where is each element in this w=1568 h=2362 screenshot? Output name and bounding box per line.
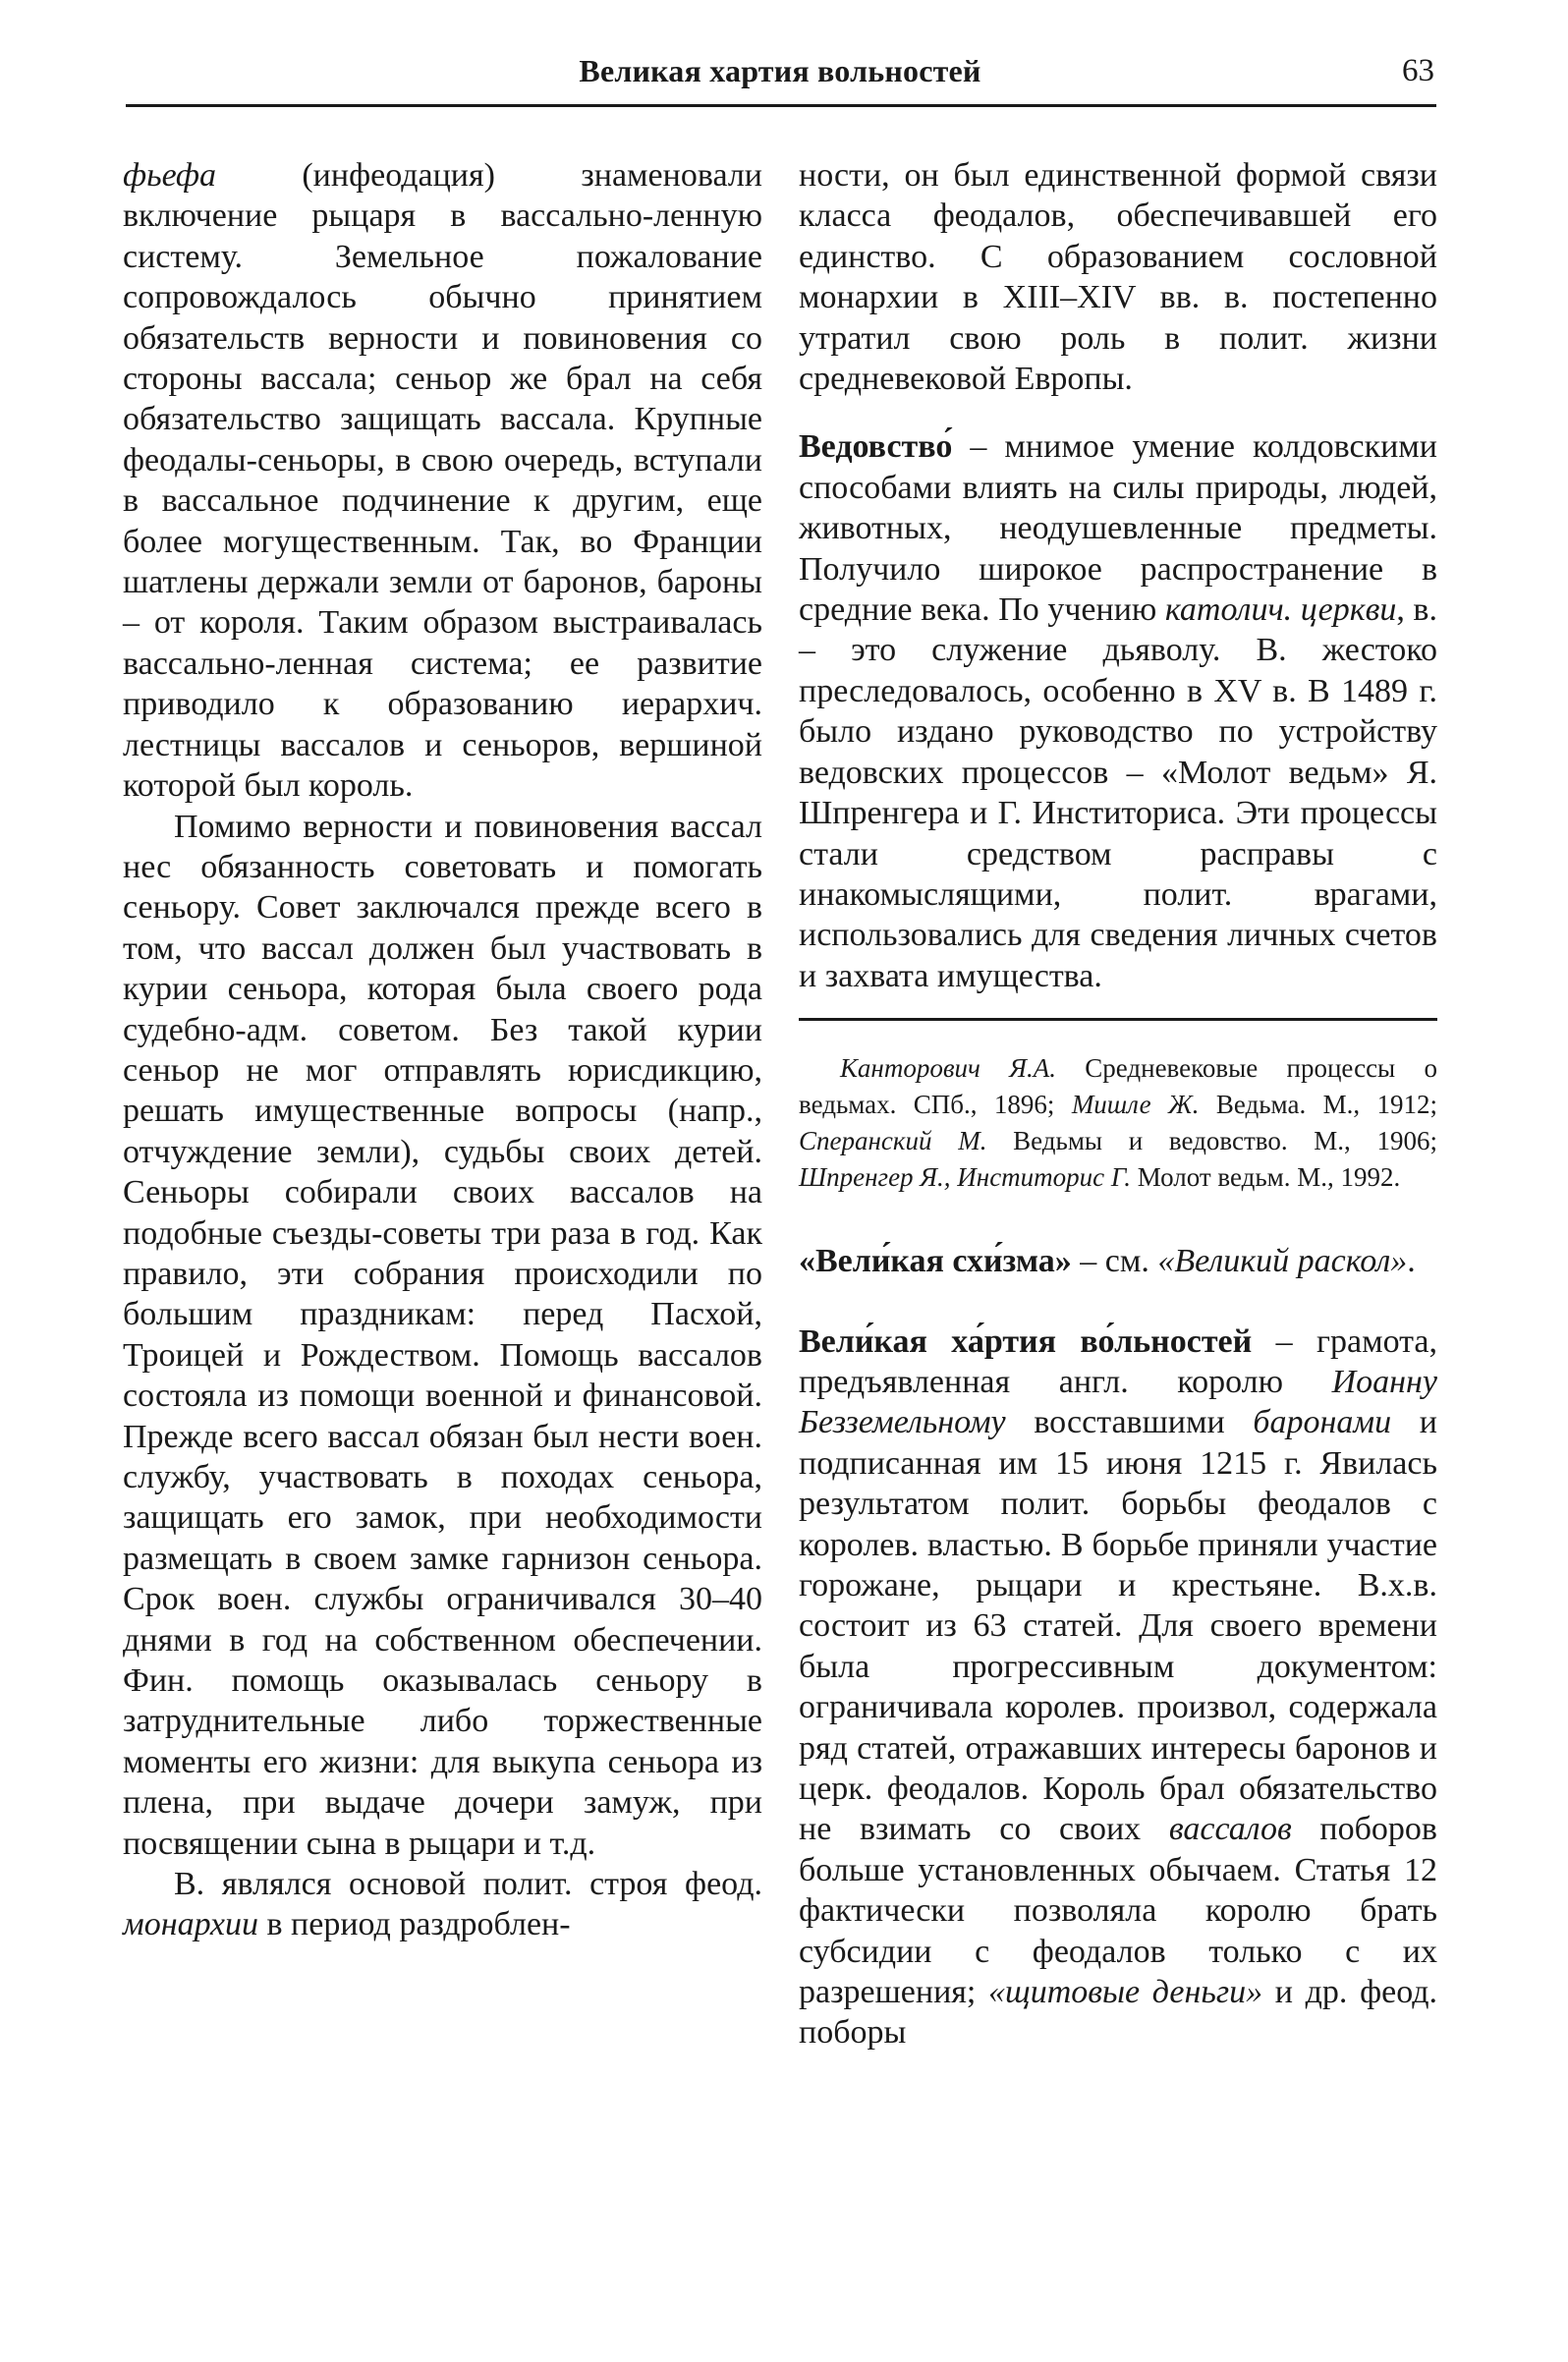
paragraph bbox=[123, 1864, 762, 1945]
author: Канторович Я.А. bbox=[840, 1053, 1056, 1084]
literature-rule bbox=[799, 1018, 1437, 1021]
italic-term: «щитовые деньги» bbox=[988, 1974, 1263, 2011]
spacer bbox=[799, 399, 1437, 426]
entry-text: и подписанная им 15 июня 1215 г. Явилась результатом полит. борьбы феодалов с королев. властью. В борьбе приняли участие горожане, рыцари и крестьяне. В.х.в. состоит из 63 статей. Для своего времени была прогрессивным документом: ограничивала королев. произвол, содержала ряд статей, отражавших интересы баронов и церк. феодалов. Король брал обязательство не взимать со своих bbox=[799, 1404, 1438, 1848]
citation: Средневековые процессы о ведьмах. СПб., 1896; bbox=[799, 1053, 1437, 1120]
left-column bbox=[123, 155, 762, 1945]
headword: «Вели́кая схи́зма» bbox=[799, 1243, 1072, 1280]
citation: Ведьма. М., 1912; bbox=[1199, 1090, 1437, 1120]
citation: Ведьмы и ведовство. М., 1906; bbox=[986, 1126, 1437, 1156]
italic-term: баронами bbox=[1253, 1404, 1392, 1441]
entry-text: – см. bbox=[1071, 1243, 1158, 1280]
paragraph-text: в период раздроблен- bbox=[257, 1906, 571, 1943]
paragraph-text: (инфеодация) знаменовали включение рыцаря в вассально-ленную систему. Земельное пожалование сопровождалось обычно принятием обязательств верности и повиновения со стороны вассала; сеньор же брал на себя обязательство защищать вассала. Крупные феодалы-сеньоры, в свою очередь, вступали в вассальное подчинение к другим, еще более могущественным. Так, во Франции шатлены держали земли от баронов, бароны – от короля. Таким образом выстраивалась вассально-ленная система; ее развитие приводило к образованию иерархич. лестницы вассалов и сеньоров, вершиной которой был король. bbox=[123, 157, 762, 805]
entry-text: восставшими bbox=[1005, 1404, 1254, 1441]
italic-term: вассалов bbox=[1168, 1811, 1292, 1848]
entry-text: – грамота, предъявленная англ. королю bbox=[799, 1322, 1437, 1400]
paragraph bbox=[123, 155, 762, 807]
spacer bbox=[799, 1196, 1437, 1241]
entry-charter bbox=[799, 1322, 1437, 2053]
right-column bbox=[799, 155, 1437, 2053]
entry-vedovstvo bbox=[799, 426, 1437, 996]
entry-schism bbox=[799, 1241, 1437, 1281]
running-header bbox=[126, 49, 1434, 100]
italic-term: монархии bbox=[123, 1906, 258, 1943]
italic-term: Иоанну Безземельному bbox=[799, 1363, 1437, 1441]
entry-text: и др. феод. поборы bbox=[799, 1974, 1438, 2052]
cross-reference: «Великий раскол» bbox=[1157, 1243, 1408, 1280]
entry-text: , в. – это служение дьяволу. В. жестоко преследовалось, особенно в XV в. В 1489 г. было издано руководство по устройству ведовских процессов – «Молот ведьм» Я. Шпренгера и Г. Инститориса. Эти процессы стали средством расправы с инакомыслящими, полит. врагами, использовались для сведения личных счетов и захвата имущества. bbox=[799, 591, 1437, 994]
author: Шпренгер Я., Инститорис Г. bbox=[799, 1162, 1131, 1193]
citation: Молот ведьм. М., 1992. bbox=[1131, 1162, 1401, 1193]
entry-text: – мнимое умение колдовскими способами влиять на силы природы, людей, животных, неодушевленные предметы. Получило широкое распространение в средние века. По учению bbox=[799, 428, 1437, 629]
paragraph: ности, он был единственной формой связи класса феодалов, обеспечивавшей его единство. С образованием сословной монархии в XIII–XIV вв. в. постепенно утратил свою роль в полит. жизни средневековой Европы. bbox=[799, 157, 1437, 398]
page-number: 63 bbox=[1402, 53, 1434, 88]
entry-text: поборов больше установленных обычаем. Статья 12 фактически позволяла королю брать субсидии с феодалов только с их разрешения; bbox=[799, 1811, 1437, 2011]
spacer bbox=[799, 1282, 1437, 1322]
author: Сперанский М. bbox=[799, 1126, 987, 1156]
headword: Вели́кая ха́ртия во́льностей bbox=[799, 1322, 1253, 1360]
entry-text: . bbox=[1407, 1243, 1416, 1280]
header-rule bbox=[126, 104, 1436, 107]
running-title: Великая хартия вольностей bbox=[579, 53, 981, 88]
paragraph: Помимо верности и повиновения вассал нес обязанность советовать и помогать сеньору. Совет заключался прежде всего в том, что вассал должен был участвовать в курии сеньора, которая была своего рода судебно-адм. советом. Без такой курии сеньор не мог отправлять юрисдикцию, решать имущественные вопросы (напр., отчуждение земли), судьбы своих детей. Сеньоры собирали своих вассалов на подобные съезды-советы три раза в год. Как правило, эти собрания происходили по большим праздникам: перед Пасхой, Троицей и Рождеством. Помощь вассалов состояла из помощи военной и финансовой. Прежде всего вассал обязан был нести воен. службу, участвовать в походах сеньора, защищать его замок, при необходимости размещать в своем замке гарнизон сеньора. Срок воен. службы ограничивался 30–40 днями в год на собственном обеспечении. Фин. помощь оказывалась сеньору в затруднительные либо торжественные моменты его жизни: для выкупа сеньора из плена, при выдаче дочери замуж, при посвящении сына в рыцари и т.д. bbox=[123, 808, 762, 1862]
headword: Ведовство́ bbox=[799, 428, 953, 466]
literature-list bbox=[799, 1050, 1437, 1196]
italic-term: католич. церкви bbox=[1164, 591, 1397, 629]
author: Мишле Ж. bbox=[1071, 1090, 1200, 1120]
paragraph-text: В. являлся основой полит. строя феод. bbox=[174, 1866, 762, 1903]
italic-term: фьефа bbox=[123, 157, 216, 194]
